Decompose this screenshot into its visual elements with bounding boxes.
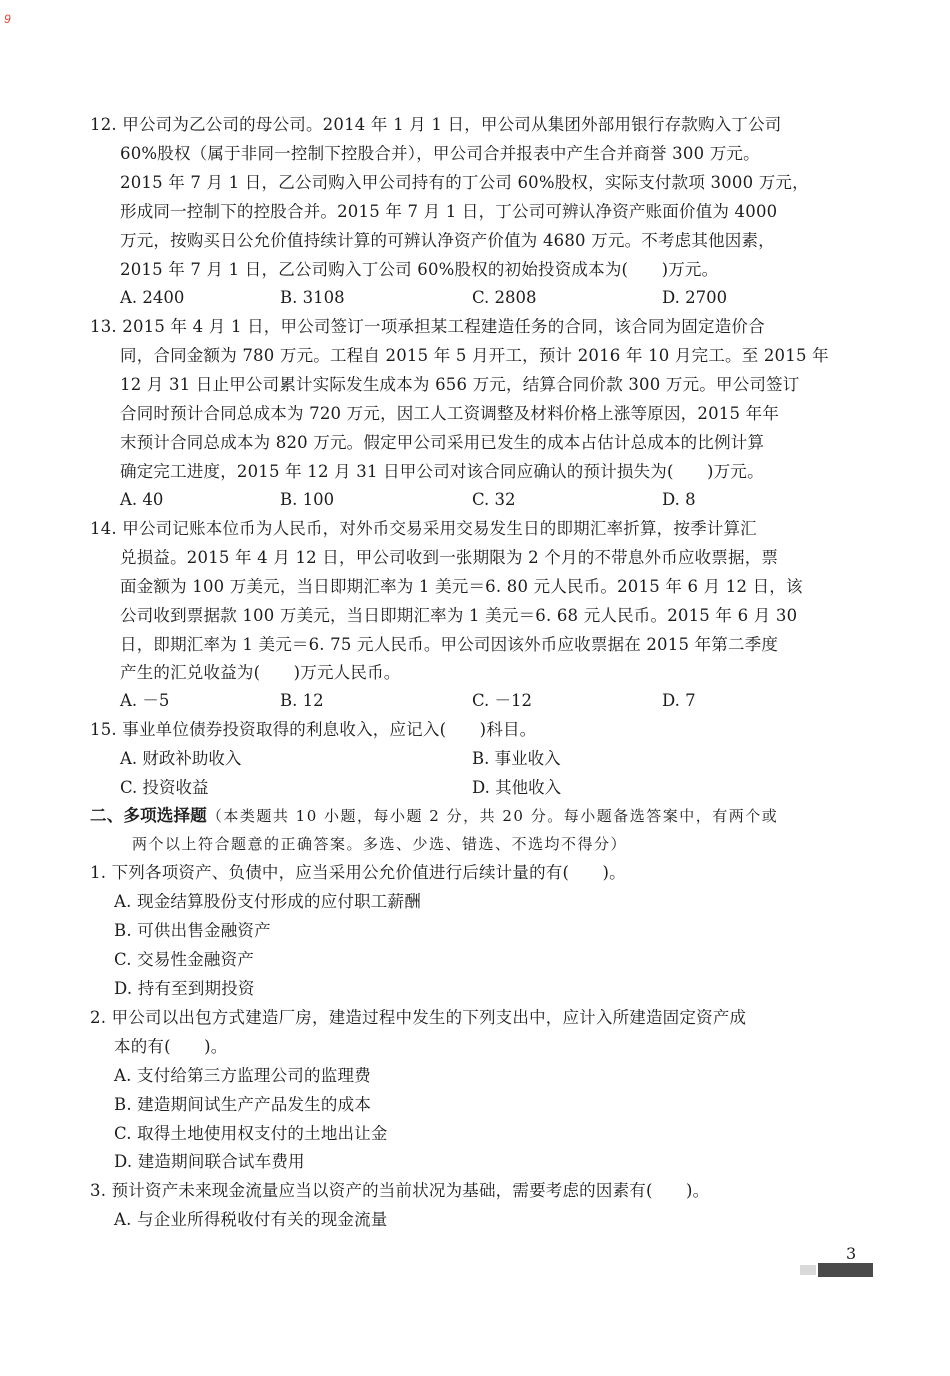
option-a: A. 支付给第三方监理公司的监理费 [114,1066,371,1085]
option-d: D. 2700 [662,288,728,307]
question-14-line: 兑损益。2015 年 4 月 12 日，甲公司收到一张期限为 2 个月的不带息外币应收票据，票 [120,548,779,567]
option-d: D. 持有至到期投资 [114,979,255,998]
question-13-line: 同，合同金额为 780 万元。工程自 2015 年 5 月开工，预计 2016 年 10 月完工。至 2015 年 [120,346,829,365]
question-13-line: 确定完工进度，2015 年 12 月 31 日甲公司对该合同应确认的预计损失为( )万元。 [120,462,764,481]
question-15-line: 15. 事业单位债券投资取得的利息收入，应记入( )科目。 [90,720,537,739]
multi-question-2-line: 本的有( )。 [114,1037,228,1056]
question-12-line: 12. 甲公司为乙公司的母公司。2014 年 1 月 1 日，甲公司从集团外部用银行存款购入丁公司 [90,115,782,134]
option-c: C. 交易性金融资产 [114,950,255,969]
question-12-line: 60%股权（属于非同一控制下控股合并），甲公司合并报表中产生合并商誉 300 万元。 [120,144,760,163]
multi-question-1-line: 1. 下列各项资产、负债中，应当采用公允价值进行后续计量的有( )。 [90,863,626,882]
question-14-line: 产生的汇兑收益为( )万元人民币。 [120,663,401,682]
question-12-line: 万元，按购买日公允价值持续计算的可辨认净资产价值为 4680 万元。不考虑其他因素， [120,231,775,250]
option-b: B. 建造期间试生产产品发生的成本 [114,1095,372,1114]
question-14-line: 日，即期汇率为 1 美元＝6. 75 元人民币。甲公司因该外币应收票据在 2015 年第二季度 [120,635,779,654]
option-c: C. 32 [472,490,516,509]
option-d: D. 其他收入 [472,778,562,797]
option-a: A. 40 [120,490,164,509]
question-13-line: 12 月 31 日止甲公司累计实际发生成本为 656 万元，结算合同价款 300 万元。甲公司签订 [120,375,800,394]
option-a: A. 现金结算股份支付形成的应付职工薪酬 [114,892,421,911]
multi-question-3-line: 3. 预计资产未来现金流量应当以资产的当前状况为基础，需要考虑的因素有( )。 [90,1181,710,1200]
multi-question-2-line: 2. 甲公司以出包方式建造厂房，建造过程中发生的下列支出中，应计入所建造固定资产成 [90,1008,747,1027]
option-a: A. －5 [120,691,170,710]
question-12-line: 2015 年 7 月 1 日，乙公司购入甲公司持有的丁公司 60%股权，实际支付款项 3000 万元， [120,173,809,192]
option-c: C. 投资收益 [120,778,209,797]
question-14-line: 公司收到票据款 100 万美元，当日即期汇率为 1 美元＝6. 68 元人民币。2015 年 6 月 30 [120,606,798,625]
option-b: B. 事业收入 [472,749,561,768]
question-13-line: 13. 2015 年 4 月 1 日，甲公司签订一项承担某工程建造任务的合同，该合同为固定造价合 [90,317,765,336]
question-13-line: 合同时预计合同总成本为 720 万元，因工人工资调整及材料价格上涨等原因，2015 年年 [120,404,780,423]
section-instructions: （本类题共 10 小题，每小题 2 分，共 20 分。每小题备选答案中，有两个或 [206,807,779,825]
section-instructions: 两个以上符合题意的正确答案。多选、少选、错选、不选均不得分） [132,835,628,853]
option-b: B. 3108 [280,288,345,307]
option-c: C. －12 [472,691,533,710]
option-a: A. 财政补助收入 [120,749,242,768]
section-title: 二、多项选择题 [90,806,207,825]
question-12-line: 2015 年 7 月 1 日，乙公司购入丁公司 60%股权的初始投资成本为( )万元。 [120,260,719,279]
section-2-header-line [90,806,778,826]
option-d: D. 8 [662,490,696,509]
corner-mark: 9 [4,12,11,26]
option-a: A. 2400 [120,288,185,307]
option-b: B. 12 [280,691,324,710]
option-c: C. 2808 [472,288,537,307]
question-14-line: 面金额为 100 万美元，当日即期汇率为 1 美元＝6. 80 元人民币。2015 年 6 月 12 日，该 [120,577,803,596]
option-b: B. 100 [280,490,335,509]
question-13-line: 末预计合同总成本为 820 万元。假定甲公司采用已发生的成本占估计总成本的比例计算 [120,433,765,452]
option-c: C. 取得土地使用权支付的土地出让金 [114,1124,388,1143]
page-number-bar [818,1263,873,1277]
question-14-line: 14. 甲公司记账本位币为人民币，对外币交易采用交易发生日的即期汇率折算，按季计算汇 [90,519,757,538]
option-b: B. 可供出售金融资产 [114,921,271,940]
page-number: 3 [846,1244,857,1263]
question-12-line: 形成同一控制下的控股合并。2015 年 7 月 1 日，丁公司可辨认净资产账面价值为 4000 [120,202,778,221]
option-d: D. 建造期间联合试车费用 [114,1152,305,1171]
option-d: D. 7 [662,691,696,710]
option-a: A. 与企业所得税收付有关的现金流量 [114,1210,388,1229]
